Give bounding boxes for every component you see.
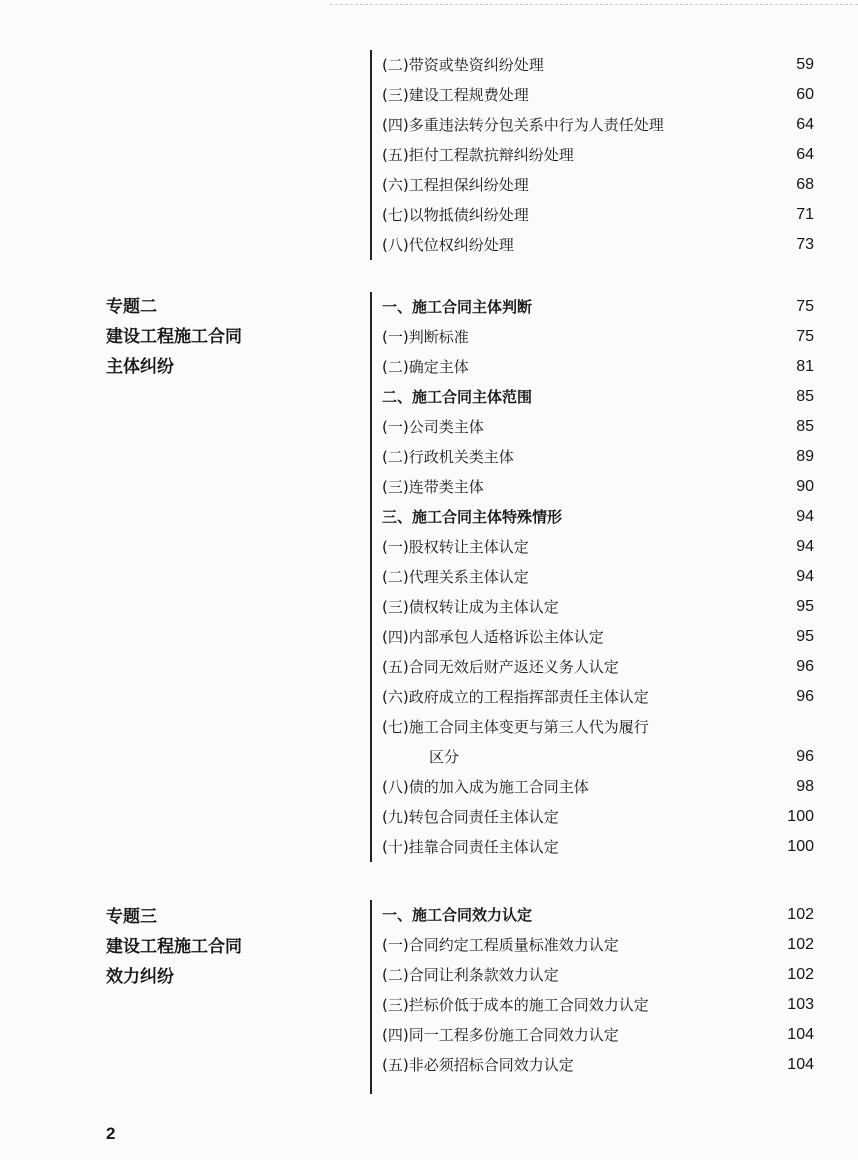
toc-entry[interactable] [372, 930, 822, 960]
toc-entry[interactable] [372, 532, 822, 562]
toc-entry[interactable] [372, 802, 822, 832]
toc-entry-page: 95 [796, 628, 814, 645]
toc-entry-title: (二)代理关系主体认定 [382, 568, 529, 586]
toc-entry-title: (七)以物抵债纠纷处理 [382, 206, 529, 224]
toc-entry-title: (二)行政机关类主体 [382, 448, 514, 466]
toc-entry[interactable] [372, 472, 822, 502]
topic-title-line: 效力纠纷 [106, 967, 174, 987]
toc-entry-title: 一、施工合同主体判断 [382, 298, 533, 316]
toc-entry-page: 90 [796, 478, 814, 495]
toc-entry[interactable] [372, 622, 822, 652]
toc-entry-title: (一)股权转让主体认定 [382, 538, 529, 556]
topic-title-line: 建设工程施工合同 [106, 327, 242, 347]
toc-entry[interactable] [372, 900, 822, 930]
toc-entry[interactable] [372, 170, 822, 200]
toc-entry-title: (二)确定主体 [382, 358, 469, 376]
toc-entry-title: 一、施工合同效力认定 [382, 906, 533, 924]
toc-entry-title: 二、施工合同主体范围 [382, 388, 533, 406]
toc-entry[interactable] [372, 592, 822, 622]
toc-entry[interactable] [372, 562, 822, 592]
toc-entry-page: 73 [796, 236, 814, 253]
toc-entry-page: 81 [796, 358, 814, 375]
toc-entry-page: 96 [796, 688, 814, 705]
toc-entry-title: (五)非必须招标合同效力认定 [382, 1056, 574, 1074]
toc-entry[interactable] [372, 412, 822, 442]
toc-entry-page: 100 [787, 808, 814, 825]
toc-entry[interactable] [372, 990, 822, 1020]
toc-entry-title: (四)多重违法转分包关系中行为人责任处理 [382, 116, 664, 134]
toc-entry[interactable] [372, 110, 822, 140]
toc-entry-title: (九)转包合同责任主体认定 [382, 808, 559, 826]
toc-entry-title: 区分 [429, 748, 460, 766]
toc-entry[interactable] [372, 382, 822, 412]
toc-entry-page: 64 [796, 116, 814, 133]
toc-entry-title: (三)连带类主体 [382, 478, 484, 496]
toc-section-3 [370, 900, 822, 1094]
toc-entry-title: (一)公司类主体 [382, 418, 484, 436]
toc-entry[interactable] [372, 712, 822, 742]
topic-title-line: 主体纠纷 [106, 357, 174, 377]
toc-entry[interactable] [372, 292, 822, 322]
toc-entry-page: 102 [787, 966, 814, 983]
toc-entry[interactable] [372, 352, 822, 382]
topic-number: 专题二 [106, 297, 157, 317]
toc-entry-page: 85 [796, 418, 814, 435]
toc-entry-title: (六)工程担保纠纷处理 [382, 176, 529, 194]
toc-entry-page: 104 [787, 1026, 814, 1043]
toc-entry[interactable] [372, 502, 822, 532]
toc-entry-title: (八)债的加入成为施工合同主体 [382, 778, 589, 796]
toc-entry[interactable] [372, 682, 822, 712]
topic-2-heading [106, 292, 356, 382]
toc-entry-page: 71 [796, 206, 814, 223]
toc-entry-page: 59 [796, 56, 814, 73]
toc-entry-page: 75 [796, 298, 814, 315]
toc-entry-title: 三、施工合同主体特殊情形 [382, 508, 563, 526]
toc-entry-page: 60 [796, 86, 814, 103]
toc-entry-title: (四)同一工程多份施工合同效力认定 [382, 1026, 619, 1044]
toc-entry-page: 95 [796, 598, 814, 615]
toc-entry[interactable] [372, 1050, 822, 1080]
toc-entry-page: 100 [787, 838, 814, 855]
toc-entry[interactable] [372, 80, 822, 110]
topic-3-heading [106, 902, 356, 992]
toc-entry[interactable] [372, 772, 822, 802]
toc-section-1 [370, 50, 822, 260]
toc-entry-title: (六)政府成立的工程指挥部责任主体认定 [382, 688, 649, 706]
toc-entry[interactable] [372, 652, 822, 682]
toc-entry-title: (七)施工合同主体变更与第三人代为履行 [382, 718, 649, 736]
toc-entry[interactable] [372, 322, 822, 352]
toc-entry-page: 103 [787, 996, 814, 1013]
toc-entry-title: (十)挂靠合同责任主体认定 [382, 838, 559, 856]
toc-entry[interactable] [372, 1020, 822, 1050]
toc-entry[interactable] [372, 442, 822, 472]
toc-entry-page: 94 [796, 568, 814, 585]
toc-entry-page: 98 [796, 778, 814, 795]
toc-entry-title: (五)合同无效后财产返还义务人认定 [382, 658, 619, 676]
toc-entry[interactable] [372, 230, 822, 260]
toc-entry-page: 64 [796, 146, 814, 163]
toc-entry-page: 104 [787, 1056, 814, 1073]
toc-entry[interactable] [372, 960, 822, 990]
toc-section-2 [370, 292, 822, 862]
toc-entry-title: (一)判断标准 [382, 328, 469, 346]
toc-entry-page: 68 [796, 176, 814, 193]
toc-entry-title: (五)拒付工程款抗辩纠纷处理 [382, 146, 574, 164]
toc-entry-continuation[interactable] [372, 742, 822, 772]
toc-entry-page: 94 [796, 508, 814, 525]
toc-entry-page: 96 [796, 748, 814, 765]
toc-entry-title: (二)带资或垫资纠纷处理 [382, 56, 544, 74]
toc-entry[interactable] [372, 50, 822, 80]
top-border [330, 4, 858, 5]
toc-entry[interactable] [372, 200, 822, 230]
toc-entry-title: (八)代位权纠纷处理 [382, 236, 514, 254]
toc-entry-title: (三)债权转让成为主体认定 [382, 598, 559, 616]
toc-entry-title: (三)拦标价低于成本的施工合同效力认定 [382, 996, 649, 1014]
toc-entry-page: 89 [796, 448, 814, 465]
toc-entry[interactable] [372, 140, 822, 170]
toc-entry-page: 75 [796, 328, 814, 345]
toc-entry-page: 102 [787, 936, 814, 953]
topic-number: 专题三 [106, 907, 157, 927]
toc-entry-title: (二)合同让利条款效力认定 [382, 966, 559, 984]
toc-entry-title: (四)内部承包人适格诉讼主体认定 [382, 628, 604, 646]
toc-entry-page: 85 [796, 388, 814, 405]
page-number: 2 [106, 1124, 116, 1143]
toc-entry-title: (三)建设工程规费处理 [382, 86, 529, 104]
toc-entry-page: 94 [796, 538, 814, 555]
topic-title-line: 建设工程施工合同 [106, 937, 242, 957]
toc-entry[interactable] [372, 832, 822, 862]
toc-entry-page: 102 [787, 906, 814, 923]
toc-entry-page: 96 [796, 658, 814, 675]
toc-entry-title: (一)合同约定工程质量标准效力认定 [382, 936, 619, 954]
